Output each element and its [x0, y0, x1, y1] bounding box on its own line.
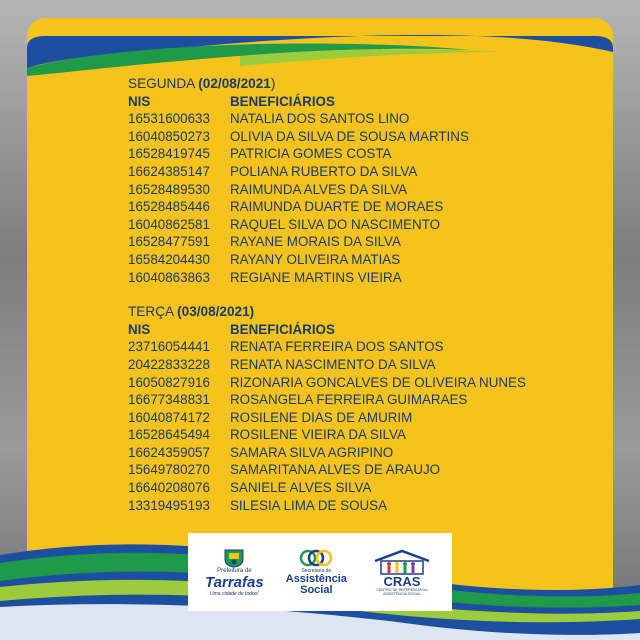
nis-cell: 16677348831 [128, 392, 210, 408]
day-title-monday [128, 75, 588, 93]
name-cell: RENATA NASCIMENTO DA SILVA [230, 356, 436, 372]
column-header-nis: NIS [128, 321, 151, 337]
day-date-close: ) [270, 76, 276, 91]
logo-secretaria-line2: Social [300, 584, 333, 596]
name-cell: RENATA FERREIRA DOS SANTOS [230, 339, 444, 355]
table-row [128, 409, 588, 427]
name-cell: SAMARA SILVA AGRIPINO [230, 444, 394, 460]
table-row [128, 444, 588, 462]
name-cell: REGIANE MARTINS VIEIRA [230, 269, 402, 285]
name-cell: NATALIA DOS SANTOS LINO [230, 111, 410, 127]
logo-secretaria-line1: Assistência [285, 573, 347, 585]
table-row [128, 163, 588, 181]
name-cell: RAIMUNDA ALVES DA SILVA [230, 181, 408, 197]
name-cell: SILESIA LIMA DE SOUSA [230, 497, 388, 513]
table-row [128, 497, 588, 515]
name-cell: RAQUEL SILVA DO NASCIMENTO [230, 216, 441, 232]
name-cell: RAYANE MORAIS DA SILVA [230, 234, 401, 250]
name-cell: ROSANGELA FERREIRA GUIMARAES [230, 392, 468, 408]
table-row [128, 338, 588, 356]
house-family-icon [371, 549, 433, 575]
name-cell: SANIELE ALVES SILVA [230, 480, 372, 496]
nis-cell: 16624359057 [128, 444, 210, 460]
table-row [128, 145, 588, 163]
table-row [128, 216, 588, 234]
table-row [128, 269, 588, 287]
column-header-beneficiarios: BENEFICIÁRIOS [230, 93, 335, 109]
day-title-tuesday [128, 303, 588, 321]
group-monday [128, 75, 588, 286]
day-date: (03/08/2021) [177, 304, 255, 320]
table-row [128, 479, 588, 497]
table-header [128, 93, 588, 111]
name-cell: RIZONARIA GONCALVES DE OLIVEIRA NUNES [230, 374, 526, 390]
logo-tarrafas-name: Tarrafas [205, 573, 264, 591]
day-label: SEGUNDA [128, 76, 195, 91]
name-cell: PATRICIA GOMES COSTA [230, 146, 392, 162]
table-row [128, 128, 588, 146]
logo-cras [369, 549, 435, 596]
group-spacer [128, 286, 588, 303]
name-cell: SAMARITANA ALVES DE ARAUJO [230, 462, 441, 478]
logo-secretaria-prefix: Secretaria de [301, 568, 332, 574]
partner-logos [188, 533, 452, 611]
nis-cell: 16528419745 [128, 146, 210, 162]
table-row [128, 181, 588, 199]
table-row [128, 461, 588, 479]
table-row [128, 356, 588, 374]
group-tuesday [128, 303, 588, 514]
logo-tarrafas-tagline: Uma cidade de todos! [210, 590, 259, 597]
name-cell: ROSILENE VIEIRA DA SILVA [230, 427, 406, 443]
name-cell: POLIANA RUBERTO DA SILVA [230, 163, 418, 179]
nis-cell: 16528485446 [128, 199, 210, 215]
coat-of-arms-icon [223, 548, 245, 568]
name-cell: RAYANY OLIVEIRA MATIAS [230, 251, 401, 267]
people-circle-icon [294, 548, 338, 568]
day-date: (02/08/2021 [198, 76, 271, 91]
table-row [128, 251, 588, 269]
logo-cras-subtitle: CENTRO DE REFERÊNCIA DA ASSISTÊNCIA SOCIAL [376, 587, 428, 596]
column-header-nis: NIS [128, 93, 151, 109]
nis-cell: 16040863863 [128, 269, 210, 285]
table-row [128, 110, 588, 128]
nis-cell: 16584204430 [128, 251, 210, 267]
nis-cell: 16528477591 [128, 234, 210, 250]
table-header [128, 321, 588, 339]
day-label: TERÇA [128, 304, 174, 320]
name-cell: ROSILENE DIAS DE AMURIM [230, 409, 413, 425]
beneficiary-list [128, 75, 588, 514]
nis-cell: 15649780270 [128, 462, 210, 478]
top-wave-decoration [0, 18, 640, 68]
nis-cell: 16040862581 [128, 216, 210, 232]
nis-cell: 20422833228 [128, 356, 210, 372]
nis-cell: 16528645494 [128, 427, 210, 443]
table-row [128, 233, 588, 251]
column-header-beneficiarios: BENEFICIÁRIOS [230, 321, 335, 337]
logo-cras-name: CRAS [383, 573, 421, 589]
nis-cell: 16040874172 [128, 409, 210, 425]
name-cell: OLIVIA DA SILVA DE SOUSA MARTINS [230, 128, 469, 144]
nis-cell: 23716054441 [128, 339, 210, 355]
nis-cell: 16640208076 [128, 480, 210, 496]
name-cell: RAIMUNDA DUARTE DE MORAES [230, 199, 444, 215]
nis-cell: 13319495193 [128, 497, 210, 513]
logo-tarrafas-prefix: Prefeitura de [217, 567, 252, 574]
logo-prefeitura-tarrafas [205, 548, 264, 597]
table-row [128, 198, 588, 216]
nis-cell: 16040850273 [128, 128, 210, 144]
table-row [128, 426, 588, 444]
nis-cell: 16050827916 [128, 374, 210, 390]
logo-secretaria-assistencia-social [286, 548, 347, 596]
table-row [128, 391, 588, 409]
nis-cell: 16624385147 [128, 163, 210, 179]
nis-cell: 16531600633 [128, 111, 210, 127]
nis-cell: 16528489530 [128, 181, 210, 197]
table-row [128, 374, 588, 392]
